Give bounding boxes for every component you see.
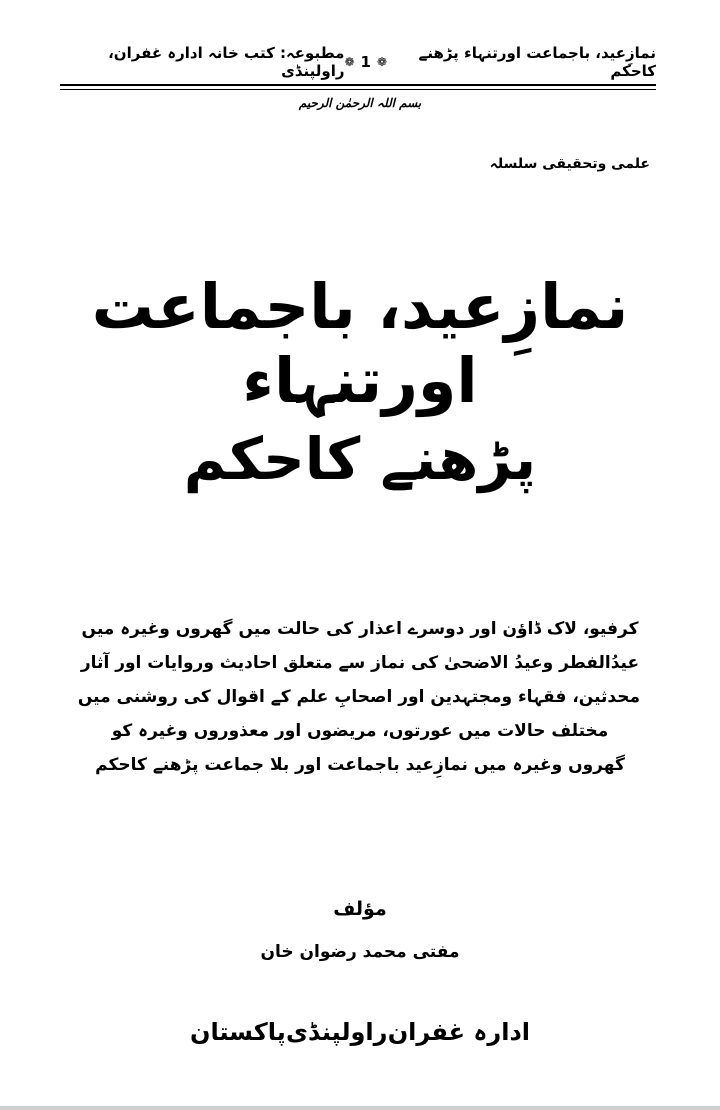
main-title-line-2: پڑھنے کاحکم <box>183 425 537 493</box>
description-line: کرفیو، لاک ڈاؤن اور دوسرے اعذار کی حالت میں گھروں وغیرہ میں <box>81 619 639 639</box>
bismillah: بسم اللہ الرحمٰن الرحیم <box>298 96 422 110</box>
ornament-icon: ❁ <box>344 55 355 69</box>
description-line: محدثین، فقہاء ومجتہدین اور اصحابِ علم کے اقوال کی روشنی میں <box>77 687 640 707</box>
running-header <box>60 44 656 80</box>
bottom-scrollbar <box>0 1106 720 1110</box>
series-label: علمی وتحقیقی سلسلہ <box>489 156 650 172</box>
main-title-line-1: نمازِعید، باجماعت اورتنہاء <box>91 270 629 418</box>
description-line: گھروں وغیرہ میں نمازِعید باجماعت اور بلا جماعت پڑھنے کاحکم <box>95 755 625 775</box>
publisher-city: راولپنڈی <box>285 1018 388 1046</box>
description-line: مختلف حالات میں عورتوں، مریضوں اور معذوروں وغیرہ کو <box>111 721 609 741</box>
publisher-name: ادارہ غفران <box>387 1018 530 1046</box>
page-number-block <box>344 53 387 71</box>
page-number: 1 <box>360 53 371 71</box>
publisher-country: پاکستان <box>190 1018 286 1046</box>
header-rule <box>60 84 656 86</box>
publisher-line <box>190 1018 530 1046</box>
ornament-icon: ❁ <box>376 55 388 69</box>
description-block <box>77 612 640 782</box>
description-line: عیدُالفطر وعیدُ الاضحیٰ کی نماز سے متعلق احادیث وروایات اور آثار <box>80 653 640 673</box>
header-rule-thin <box>60 89 656 90</box>
author-name: مفتی محمد رضوان خان <box>260 942 460 962</box>
header-book-title: نمازِعید، باجماعت اورتنہاء پڑھنے کاحکم <box>418 44 656 80</box>
author-label: مؤلف <box>333 898 387 920</box>
header-publisher: مطبوعہ: کتب خانہ ادارہ غفران، راولپنڈی <box>108 44 345 80</box>
